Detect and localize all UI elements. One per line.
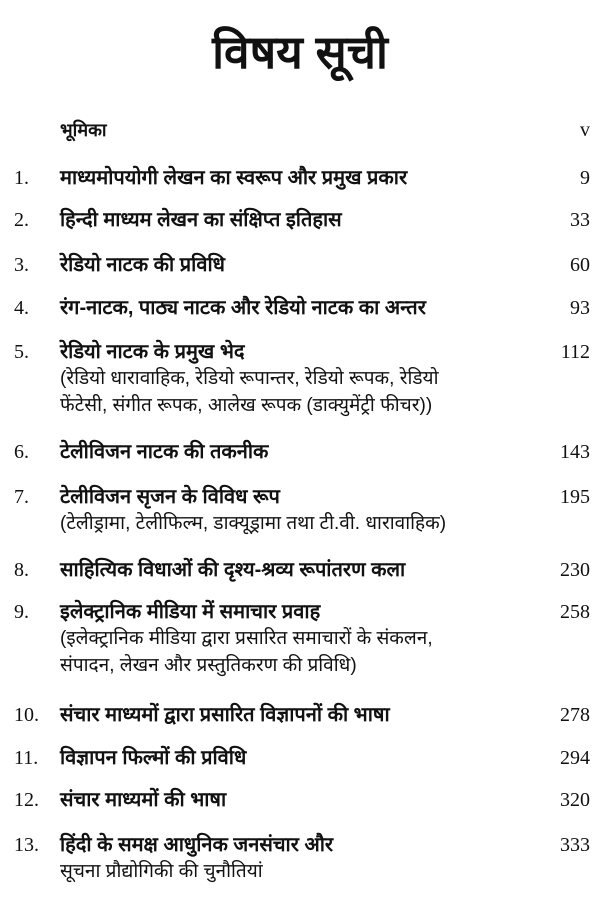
entry-title: इलेक्ट्रानिक मीडिया में समाचार प्रवाह	[60, 601, 321, 623]
entry-page: 195	[560, 486, 590, 508]
entry-number: 2.	[14, 209, 29, 231]
toc-entry[interactable]	[0, 164, 600, 192]
toc-entry[interactable]	[0, 744, 600, 772]
preface-label: भूमिका	[60, 120, 107, 140]
entry-title: विज्ञापन फिल्मों की प्रविधि	[60, 747, 247, 769]
entry-number: 10.	[14, 704, 39, 726]
entry-page: 278	[560, 704, 590, 726]
toc-entry[interactable]	[0, 598, 600, 626]
entry-page: 294	[560, 747, 590, 769]
entry-number: 4.	[14, 297, 29, 319]
entry-subtitle-line: फेंटेसी, संगीत रूपक, आलेख रूपक (डाक्युमेंट्री फीचर))	[60, 395, 433, 416]
entry-page: 60	[570, 254, 590, 276]
toc-entry-subtitle	[0, 510, 600, 538]
entry-subtitle-line: सूचना प्रौद्योगिकी की चुनौतियां	[60, 861, 263, 882]
entry-number: 9.	[14, 601, 29, 623]
entry-title: माध्यमोपयोगी लेखन का स्वरूप और प्रमुख प्रकार	[60, 167, 408, 189]
entry-subtitle-line: (टेलीड्रामा, टेलीफिल्म, डाक्यूड्रामा तथा टी.वी. धारावाहिक)	[60, 513, 447, 534]
toc-entry-subtitle	[0, 652, 600, 680]
entry-title: टेलीविजन नाटक की तकनीक	[60, 441, 269, 463]
entry-title: रेडियो नाटक के प्रमुख भेद	[60, 341, 245, 363]
toc-entry[interactable]	[0, 206, 600, 234]
entry-page: 143	[560, 441, 590, 463]
entry-title: रेडियो नाटक की प्रविधि	[60, 254, 225, 276]
entry-number: 7.	[14, 486, 29, 508]
entry-number: 12.	[14, 789, 39, 811]
toc-entry-subtitle	[0, 625, 600, 653]
toc-entry-subtitle	[0, 392, 600, 420]
toc-entry[interactable]	[0, 483, 600, 511]
entry-title: संचार माध्यमों द्वारा प्रसारित विज्ञापनों की भाषा	[60, 704, 390, 726]
entry-page: 112	[560, 341, 590, 363]
entry-number: 13.	[14, 834, 39, 856]
toc-entry[interactable]	[0, 438, 600, 466]
entry-subtitle-line: संपादन, लेखन और प्रस्तुतिकरण की प्रविधि)	[60, 655, 357, 676]
toc-entry[interactable]	[0, 556, 600, 584]
entry-number: 11.	[14, 747, 39, 769]
entry-title: हिंदी के समक्ष आधुनिक जनसंचार और	[60, 834, 334, 856]
entry-number: 6.	[14, 441, 29, 463]
entry-page: 93	[570, 297, 590, 319]
toc-preface[interactable]	[0, 116, 600, 144]
entry-subtitle-line: (इलेक्ट्रानिक मीडिया द्वारा प्रसारित समाचारों के संकलन,	[60, 628, 433, 649]
entry-subtitle-line: (रेडियो धारावाहिक, रेडियो रूपान्तर, रेडियो रूपक, रेडियो	[60, 368, 439, 389]
entry-page: 230	[560, 559, 590, 581]
entry-number: 3.	[14, 254, 29, 276]
entry-page: 33	[570, 209, 590, 231]
page-title: विषय सूची	[212, 26, 388, 78]
toc-entry[interactable]	[0, 831, 600, 859]
toc-entry-subtitle	[0, 365, 600, 393]
toc-entry-subtitle	[0, 858, 600, 886]
entry-page: 320	[560, 789, 590, 811]
entry-title: संचार माध्यमों की भाषा	[60, 789, 227, 811]
toc-entry[interactable]	[0, 786, 600, 814]
preface-page: v	[580, 119, 590, 141]
entry-title: रंग-नाटक, पाठ्य नाटक और रेडियो नाटक का अन्तर	[60, 297, 426, 319]
entry-number: 8.	[14, 559, 29, 581]
entry-page: 333	[560, 834, 590, 856]
entry-number: 5.	[14, 341, 29, 363]
entry-title: हिन्दी माध्यम लेखन का संक्षिप्त इतिहास	[60, 209, 342, 231]
entry-number: 1.	[14, 167, 29, 189]
toc-entry[interactable]	[0, 251, 600, 279]
toc-entry[interactable]	[0, 701, 600, 729]
entry-page: 258	[560, 601, 590, 623]
entry-title: साहित्यिक विधाओं की दृश्य-श्रव्य रूपांतरण कला	[60, 559, 406, 581]
toc-entry[interactable]	[0, 338, 600, 366]
entry-page: 9	[580, 167, 590, 189]
toc-entry[interactable]	[0, 294, 600, 322]
entry-title: टेलीविजन सृजन के विविध रूप	[60, 486, 280, 508]
